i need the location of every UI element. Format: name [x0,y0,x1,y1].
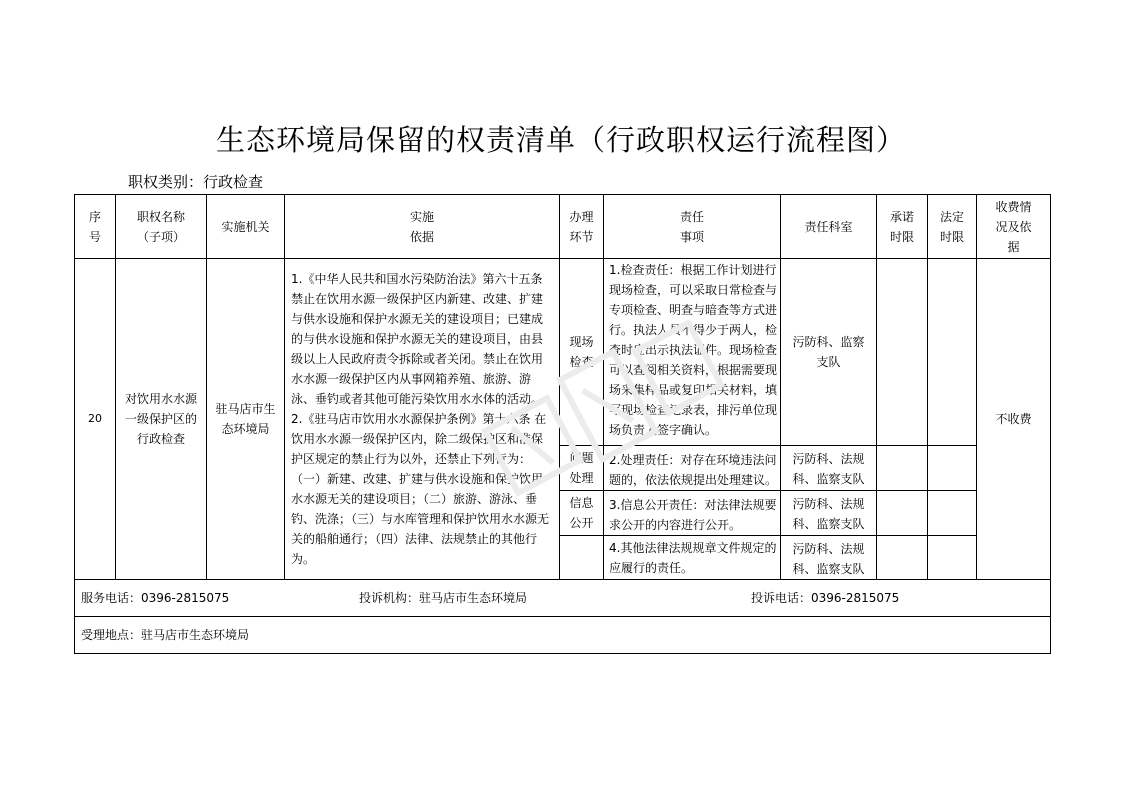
dept-handling: 污防科、法规科、监察支队 [781,446,877,491]
page-title: 生态环境局保留的权责清单（行政职权运行流程图） [215,123,906,157]
header-fee: 收费情 况及依 据 [977,195,1051,259]
location-row [75,617,1051,654]
header-duty: 责任 事项 [604,195,781,259]
legal-time-handling [928,446,977,491]
header-step: 办理 环节 [560,195,604,259]
duty-inspection: 1.检查责任：根据工作计划进行现场检查，可以采取日常检查与专项检查、明查与暗查等方式进行。执法人员不得少于两人，检查时应出示执法证件。现场检查可以查阅相关资料，根据需要现场采集样品或复印相关材料，填写现场检查记录表，排污单位现场负责人签字确认。 [604,259,781,446]
header-seq: 序 号 [75,195,116,259]
promise-time-inspection [877,259,928,446]
row-seq: 20 [75,259,116,580]
table-header-row [75,195,1051,259]
promise-time-handling [877,446,928,491]
power-category: 职权类别：行政检查 [128,173,264,191]
promise-time-other [877,536,928,580]
dept-other: 污防科、法规科、监察支队 [781,536,877,580]
step-problem-handling: 问题 处理 [560,446,604,491]
service-phone: 服务电话：0396-2815075 [81,591,230,605]
header-dept: 责任科室 [781,195,877,259]
row-legal-basis: 1.《中华人民共和国水污染防治法》第六十五条 禁止在饮用水源一级保护区内新建、改建、扩建与供水设施和保护水源无关的建设项目；已建成的与供水设施和保护水源无关的建设项目，由县级以上人民政府责令拆除或者关闭。禁止在饮用水水源一级保护区内从事网箱养殖、旅游、游泳、垂钓或者其他可能污染饮用水水体的活动。2.《驻马店市饮用水水源保护条例》第十六条 在饮用水水源一级保护区内，除二级保护区和准保护区规定的禁止行为以外，还禁止下列行为：（一）新建、改建、扩建与供水设施和保护饮用水水源无关的建设项目；（二）旅游、游泳、垂钓、洗涤；（三）与水库管理和保护饮用水水源无关的船舶通行；（四）法律、法规禁止的其他行为。 [285,259,560,580]
table-row [75,259,1051,446]
header-promise: 承诺 时限 [877,195,928,259]
header-legal: 法定 时限 [928,195,977,259]
fee-info: 不收费 [977,259,1051,580]
duty-disclosure: 3.信息公开责任：对法律法规要求公开的内容进行公开。 [604,491,781,536]
step-info-disclosure: 信息 公开 [560,491,604,536]
legal-time-inspection [928,259,977,446]
dept-inspection: 污防科、监察支队 [781,259,877,446]
row-agency: 驻马店市生 态环境局 [207,259,285,580]
complaint-phone: 投诉电话：0396-2815075 [751,591,900,605]
acceptance-location: 受理地点：驻马店市生态环境局 [75,617,1051,654]
header-agency: 实施机关 [207,195,285,259]
promise-time-disclosure [877,491,928,536]
step-other [560,536,604,580]
step-onsite-inspection: 现场 检查 [560,259,604,446]
row-power-name: 对饮用水水源 一级保护区的 行政检查 [116,259,207,580]
contact-row [75,580,1051,617]
duty-handling: 2.处理责任：对存在环境违法问题的，依法依规提出处理建议。 [604,446,781,491]
duty-other: 4.其他法律法规规章文件规定的应履行的责任。 [604,536,781,580]
power-responsibility-table [74,194,1051,654]
dept-disclosure: 污防科、法规科、监察支队 [781,491,877,536]
complaint-org: 投诉机构：驻马店市生态环境局 [359,591,528,605]
legal-time-disclosure [928,491,977,536]
legal-time-other [928,536,977,580]
header-name: 职权名称 （子项） [116,195,207,259]
header-basis: 实施 依据 [285,195,560,259]
